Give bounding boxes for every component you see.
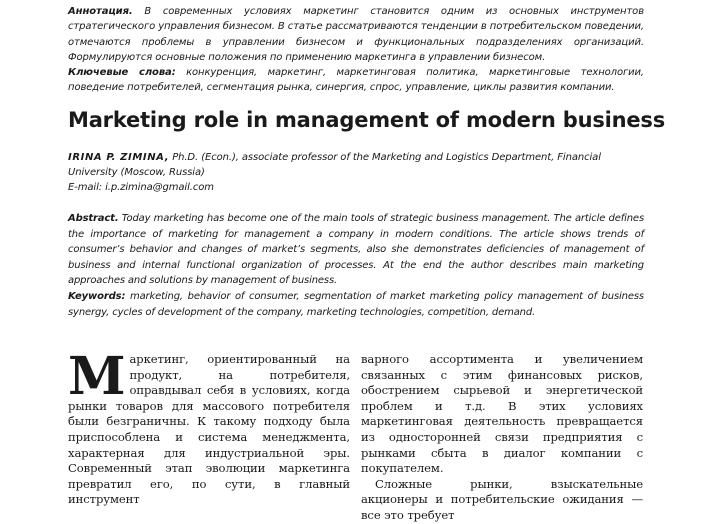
keywords-text-ru: конкуренция, маркетинг, маркетинговая политика, маркетинговые технологии, поведение потребителей, сегментация рынка, синергия, спрос, управление, циклы развития компании.	[68, 67, 644, 94]
abstract-label-ru: Аннотация.	[68, 6, 133, 17]
keywords-text-en: marketing, behavior of consumer, segmentation of market marketing policy management of business synergy, cycles of development of the company, marketing technologies, competition, demand.	[68, 290, 644, 318]
body-text-left: аркетинг, ориентированный на продукт, на потребителя, оправдывал себя в условиях, когда рынки товаров для массового потребителя были безграничны. К такому подходу была приспособлена и система менеджмента, характерная для индустриальной эры. Современный этап эволюции маркетинга превратил его, по сути, в главный инструмент	[68, 352, 350, 507]
body-paragraph: Сложные рынки, взыскательные акционеры и потребительские ожидания — все это требует	[361, 476, 643, 522]
body-paragraph	[68, 346, 350, 508]
abstract-text-en: Today marketing has become one of the main tools of strategic business management. The article defines the importance of marketing for management a company in modern conditions. The article shows trends of consumer’s behavior and changes of market’s segments, also she demonstrates deficiencies of management of business and internal functional organization of processes. At the end the author describes main marketing approaches and solutions by management of business.	[68, 213, 644, 287]
abstract-text-ru: В современных условиях маркетинг становится одним из основных инструментов стратегического управления бизнесом. В статье рассматриваются тенденции в потребительском поведении, отмечаются проблемы в управлении бизнесом и функциональных подразделениях организаций. Формулируются основные положения по применению маркетинга в управлении бизнесом.	[68, 6, 644, 63]
author-affiliation: Ph.D. (Econ.), associate professor of the Marketing and Logistics Department, Financial University (Moscow, Russia)	[68, 152, 601, 178]
body-paragraph: варного ассортимента и увеличением связанных с этим финансовых рисков, обострением сырьевой и энергетической проблем и т.д. В этих условиях маркетинговая деятельность превращается из односторонней связи предприятия с рынками сбыта в диалог компании с покупателем.	[361, 352, 643, 476]
body-column-right	[361, 352, 643, 524]
english-abstract	[68, 211, 644, 320]
keywords-label-ru: Ключевые слова:	[68, 67, 176, 79]
body-column-left	[68, 346, 350, 508]
author-email: E-mail: i.p.zimina@gmail.com	[68, 182, 214, 193]
author-info	[68, 150, 644, 195]
russian-abstract	[68, 4, 644, 96]
abstract-label-en: Abstract.	[68, 213, 119, 224]
author-name: IRINA P. ZIMINA,	[68, 152, 170, 163]
drop-cap: М	[68, 346, 126, 407]
keywords-label-en: Keywords:	[68, 290, 126, 302]
article-title: Marketing role in management of modern business	[68, 108, 666, 132]
